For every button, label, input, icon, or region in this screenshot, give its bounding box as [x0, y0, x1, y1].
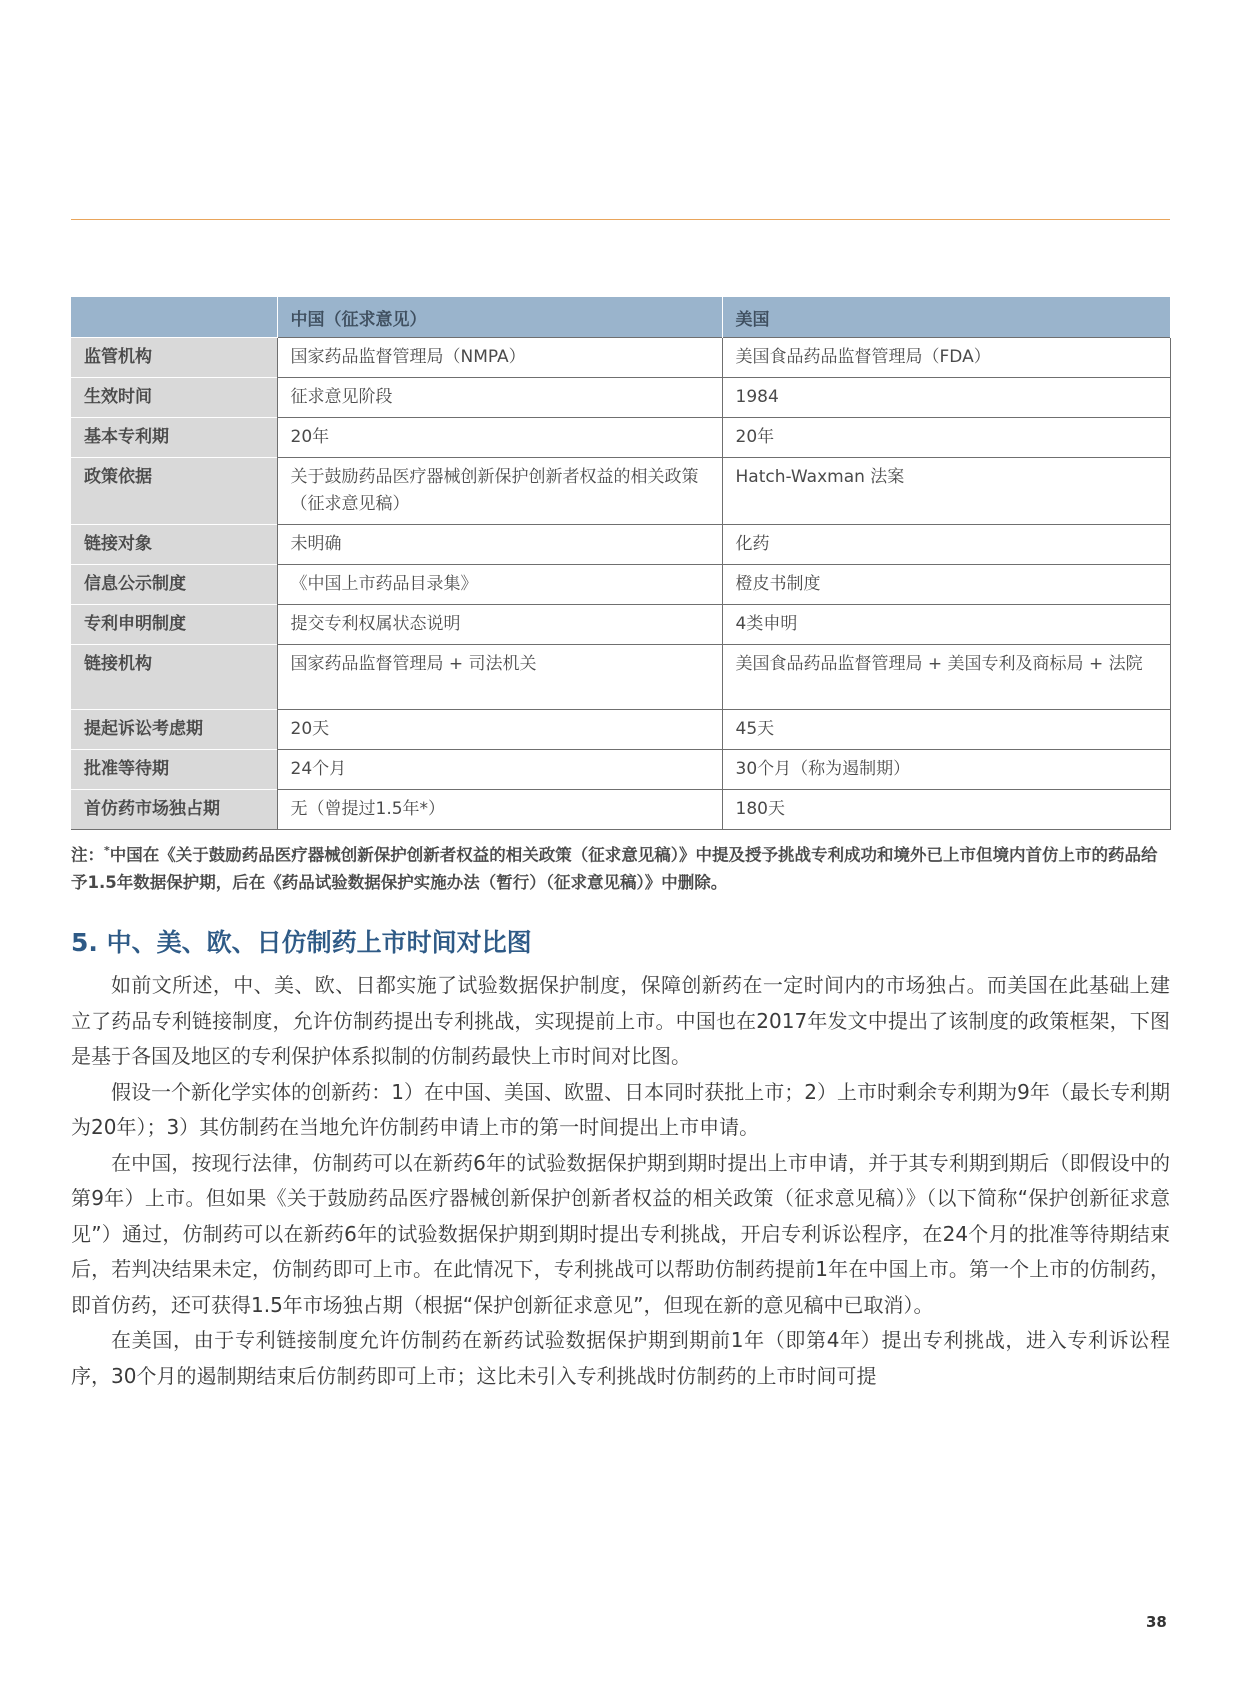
cell-usa: 化药: [722, 525, 1170, 565]
cell-china: 关于鼓励药品医疗器械创新保护创新者权益的相关政策（征求意见稿）: [277, 458, 722, 525]
table-row: [71, 458, 1170, 525]
cell-china: 无（曾提过1.5年*）: [277, 790, 722, 830]
footnote-text: 中国在《关于鼓励药品医疗器械创新保护创新者权益的相关政策（征求意见稿）》中提及授予挑战专利成功和境外已上市但境内首仿上市的药品给予1.5年数据保护期，后在《药品试验数据保护实施办法（暂行）（征求意见稿）》中删除。: [71, 845, 1158, 892]
section-title: 5. 中、美、欧、日仿制药上市时间对比图: [71, 928, 532, 957]
row-label: 政策依据: [71, 458, 277, 525]
table-footnote: [71, 837, 1170, 896]
paragraph: 在中国，按现行法律，仿制药可以在新药6年的试验数据保护期到期时提出上市申请，并于其专利期到期后（即假设中的第9年）上市。但如果《关于鼓励药品医疗器械创新保护创新者权益的相关政策（征求意见稿）》（以下简称“保护创新征求意见”）通过，仿制药可以在新药6年的试验数据保护期到期时提出专利挑战，开启专利诉讼程序，在24个月的批准等待期结束后，若判决结果未定，仿制药即可上市。在此情况下，专利挑战可以帮助仿制药提前1年在中国上市。第一个上市的仿制药，即首仿药，还可获得1.5年市场独占期（根据“保护创新征求意见”，但现在新的意见稿中已取消）。: [71, 1150, 1170, 1317]
table-row: [71, 338, 1170, 378]
table-row: [71, 378, 1170, 418]
header-blank: [71, 297, 277, 338]
table-row: [71, 565, 1170, 605]
cell-usa: 美国食品药品监督管理局（FDA）: [722, 338, 1170, 378]
cell-china: 国家药品监督管理局 + 司法机关: [277, 645, 722, 710]
cell-china: 20天: [277, 710, 722, 750]
cell-usa: Hatch-Waxman 法案: [722, 458, 1170, 525]
paragraph: 假设一个新化学实体的创新药：1）在中国、美国、欧盟、日本同时获批上市；2）上市时剩余专利期为9年（最长专利期为20年）；3）其仿制药在当地允许仿制药申请上市的第一时间提出上市申请。: [71, 1079, 1170, 1139]
table-row: [71, 790, 1170, 830]
cell-china: 《中国上市药品目录集》: [277, 565, 722, 605]
top-divider: [71, 219, 1170, 220]
cell-usa: 1984: [722, 378, 1170, 418]
cell-usa: 橙皮书制度: [722, 565, 1170, 605]
cell-china: 20年: [277, 418, 722, 458]
section-body: [71, 968, 1170, 1394]
paragraph: 如前文所述，中、美、欧、日都实施了试验数据保护制度，保障创新药在一定时间内的市场独占。而美国在此基础上建立了药品专利链接制度，允许仿制药提出专利挑战，实现提前上市。中国也在2017年发文中提出了该制度的政策框架，下图是基于各国及地区的专利保护体系拟制的仿制药最快上市时间对比图。: [71, 973, 1170, 1068]
row-label: 链接对象: [71, 525, 277, 565]
cell-china: 未明确: [277, 525, 722, 565]
row-label: 首仿药市场独占期: [71, 790, 277, 830]
table-header-row: [71, 297, 1170, 338]
cell-china: 国家药品监督管理局（NMPA）: [277, 338, 722, 378]
paragraph: 在美国，由于专利链接制度允许仿制药在新药试验数据保护期到期前1年（即第4年）提出专利挑战，进入专利诉讼程序，30个月的遏制期结束后仿制药即可上市；这比未引入专利挑战时仿制药的上市时间可提: [71, 1328, 1170, 1388]
cell-china: 24个月: [277, 750, 722, 790]
footnote-mark: *: [104, 844, 110, 857]
cell-usa: 美国食品药品监督管理局 + 美国专利及商标局 + 法院: [722, 645, 1170, 710]
cell-usa: 30个月（称为遏制期）: [722, 750, 1170, 790]
table-row: [71, 418, 1170, 458]
table-row: [71, 750, 1170, 790]
footnote-prefix: 注：: [71, 845, 104, 865]
comparison-table: [71, 297, 1171, 830]
cell-usa: 20年: [722, 418, 1170, 458]
row-label: 专利申明制度: [71, 605, 277, 645]
row-label: 提起诉讼考虑期: [71, 710, 277, 750]
row-label: 基本专利期: [71, 418, 277, 458]
row-label: 批准等待期: [71, 750, 277, 790]
row-label: 监管机构: [71, 338, 277, 378]
row-label: 生效时间: [71, 378, 277, 418]
table-row: [71, 710, 1170, 750]
header-usa: 美国: [722, 297, 1170, 338]
table-row: [71, 605, 1170, 645]
cell-usa: 45天: [722, 710, 1170, 750]
cell-china: 提交专利权属状态说明: [277, 605, 722, 645]
table-row: [71, 645, 1170, 710]
table-row: [71, 525, 1170, 565]
cell-usa: 4类申明: [722, 605, 1170, 645]
cell-china: 征求意见阶段: [277, 378, 722, 418]
row-label: 信息公示制度: [71, 565, 277, 605]
page-number: 38: [1146, 1613, 1167, 1631]
row-label: 链接机构: [71, 645, 277, 710]
header-china: 中国（征求意见）: [277, 297, 722, 338]
cell-usa: 180天: [722, 790, 1170, 830]
